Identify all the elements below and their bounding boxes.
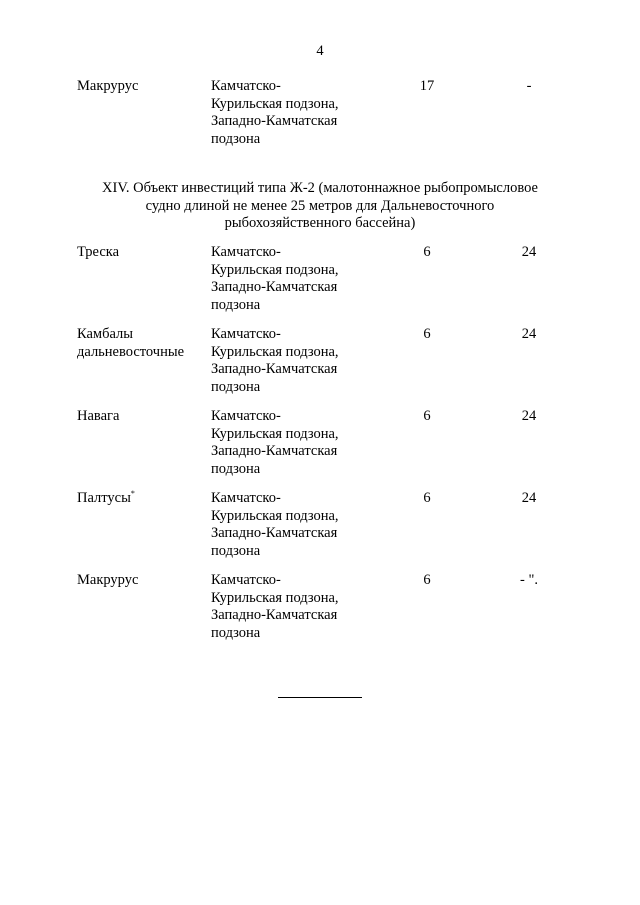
fishing-area-line: Камчатско- — [211, 326, 281, 342]
fishing-area — [211, 490, 371, 560]
fishing-area — [211, 408, 371, 478]
fishing-area-line: Курильская подзона, — [211, 343, 339, 360]
fishing-area-line: Курильская подзона, — [211, 261, 339, 278]
fishing-area-line: Западно-Камчатская — [211, 113, 338, 129]
value-column-b: - ". — [520, 572, 538, 588]
value-column-a: 6 — [423, 326, 431, 342]
species-label: Камбалы дальневосточные — [77, 326, 185, 360]
fishing-area-line: подзона — [211, 378, 261, 395]
fishing-area-line: подзона — [211, 130, 261, 147]
species-label: Навага — [77, 408, 120, 424]
value-column-b: 24 — [521, 408, 537, 424]
value-column-b: - — [526, 78, 532, 94]
fishing-area-line: Курильская подзона, — [211, 507, 339, 524]
value-column-b: 24 — [521, 244, 537, 260]
end-of-document-rule — [278, 697, 362, 698]
fishing-area — [211, 244, 371, 314]
value-column-a: 6 — [423, 490, 431, 506]
fishing-area-line: подзона — [211, 296, 261, 313]
value-column-b: 24 — [521, 326, 537, 342]
species-name — [77, 408, 207, 426]
value-column-a: 6 — [423, 408, 431, 424]
fishing-area-line: Западно-Камчатская — [211, 607, 338, 623]
section-heading-line: судно длиной не менее 25 метров для Дальневосточного — [145, 197, 495, 214]
page-number: 4 — [316, 43, 324, 59]
species-name — [77, 326, 207, 361]
fishing-area-line: Курильская подзона, — [211, 95, 339, 112]
section-heading-line: рыбохозяйственного бассейна) — [224, 215, 416, 231]
species-name — [77, 572, 207, 590]
fishing-area-line: Курильская подзона, — [211, 589, 339, 606]
value-column-a: 6 — [423, 244, 431, 260]
fishing-area — [211, 572, 371, 642]
fishing-area — [211, 326, 371, 396]
fishing-area-line: Камчатско- — [211, 408, 281, 424]
species-label: Палтусы — [77, 490, 131, 506]
fishing-area-line: Западно-Камчатская — [211, 361, 338, 377]
species-label: Макрурус — [77, 572, 139, 588]
species-name — [77, 244, 207, 262]
fishing-area-line: Камчатско- — [211, 572, 281, 588]
fishing-area-line: Западно-Камчатская — [211, 525, 338, 541]
fishing-area-line: Камчатско- — [211, 490, 281, 506]
fishing-area — [211, 78, 371, 148]
species-name: Макрурус — [77, 78, 139, 94]
section-heading-line: XIV. Объект инвестиций типа Ж-2 (малотоннажное рыбопромысловое — [102, 180, 538, 196]
section-heading — [60, 180, 580, 233]
fishing-area-line: Курильская подзона, — [211, 425, 339, 442]
fishing-area-line: подзона — [211, 460, 261, 477]
fishing-area-line: Западно-Камчатская — [211, 279, 338, 295]
species-label: Треска — [77, 244, 120, 260]
fishing-area-line: подзона — [211, 542, 261, 559]
fishing-area-line: Камчатско- — [211, 78, 281, 94]
fishing-area-line: подзона — [211, 624, 261, 641]
species-name — [77, 490, 207, 508]
fishing-area-line: Камчатско- — [211, 244, 281, 260]
footnote-marker: * — [130, 489, 135, 499]
value-column-a: 17 — [419, 78, 435, 94]
fishing-area-line: Западно-Камчатская — [211, 443, 338, 459]
value-column-a: 6 — [423, 572, 431, 588]
value-column-b: 24 — [521, 490, 537, 506]
